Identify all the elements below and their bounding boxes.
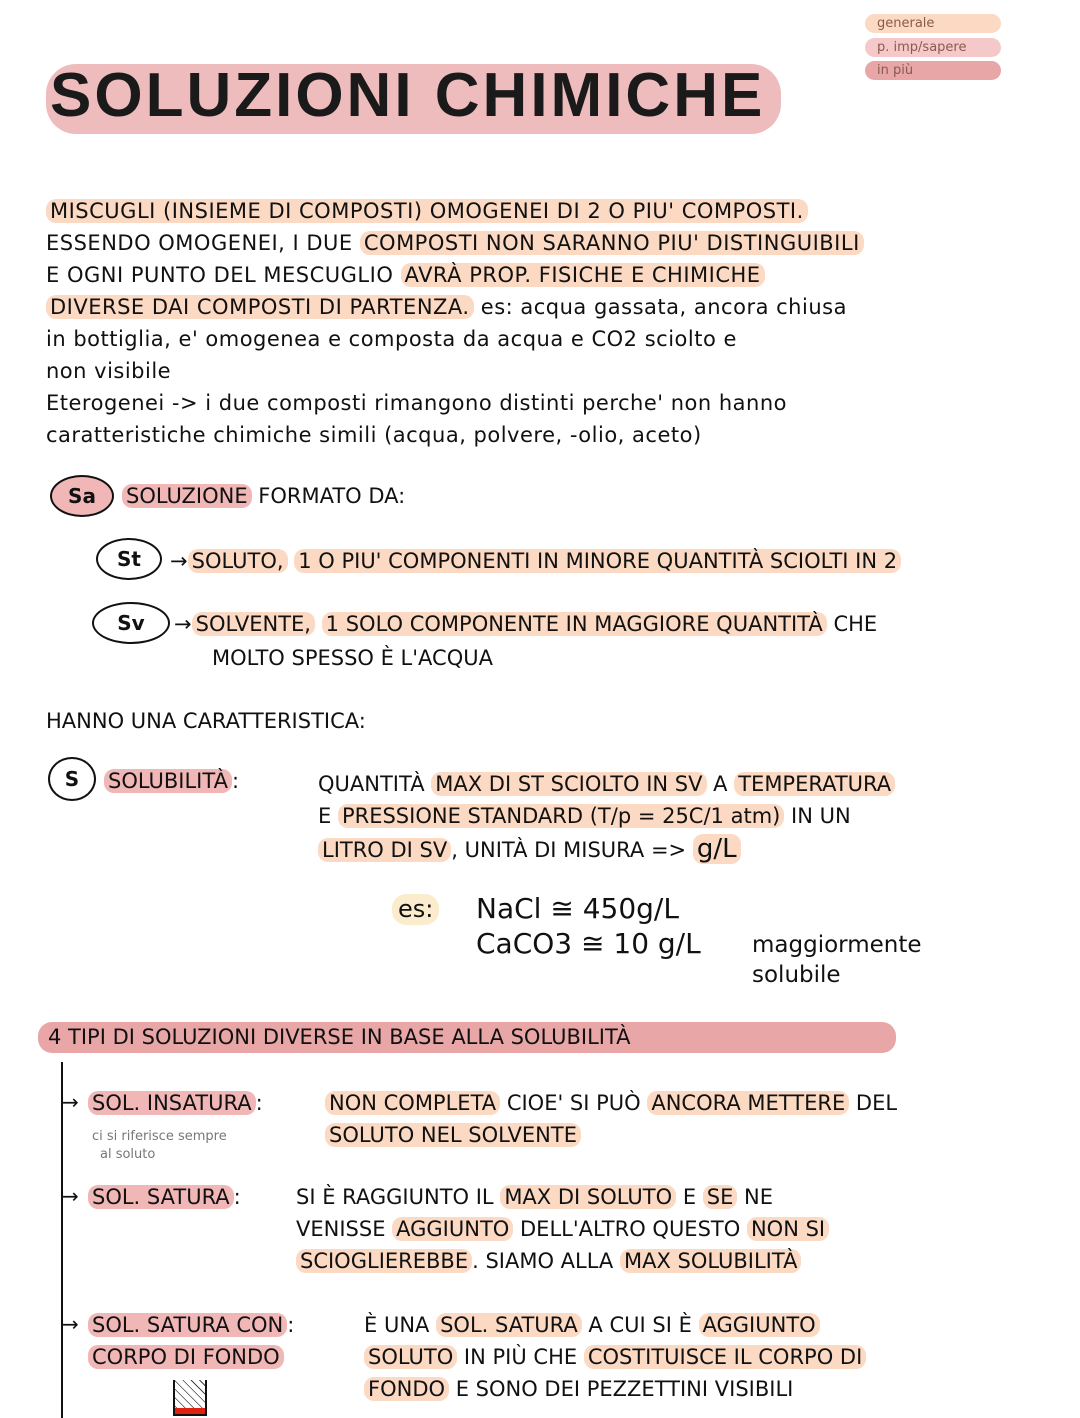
unsat-line-2: SOLUTO NEL SOLVENTE [325,1120,581,1151]
solubility-line-2: E PRESSIONE STANDARD (T/p = 25C/1 atm) IN UN [318,804,851,828]
sat-body-line-1: È UNA SOL. SATURA A CUI SI È AGGIUNTO [364,1310,820,1341]
sat-label: SOL. SATURA : [88,1182,241,1213]
solvent-row-2: MOLTO SPESSO È L'ACQUA [212,646,493,670]
arrow-icon: → [62,1184,79,1208]
example-note-2: solubile [752,962,841,988]
sat-body-line-3: FONDO E SONO DEI PEZZETTINI VISIBILI [364,1374,793,1405]
solubility-line-1: QUANTITÀ MAX DI ST SCIOLTO IN SV A TEMPERATURA [318,769,895,800]
unsat-note-2: al soluto [100,1147,156,1162]
sat-body-label-1: SOL. SATURA CON : [88,1310,294,1341]
solution-badge: Sa [50,475,114,517]
intro-line-3: E OGNI PUNTO DEL MESCUGLIO AVRÀ PROP. FISICHE E CHIMICHE [46,260,765,291]
intro-line-5: in bottiglia, e' omogenea e composta da acqua e CO2 sciolto e [46,327,737,351]
solute-row: → SOLUTO, 1 O PIU' COMPONENTI IN MINORE QUANTITÀ SCIOLTI IN 2 [170,546,901,577]
solubility-badge: S [48,757,96,801]
solute-badge: St [96,538,162,580]
solvent-badge: Sv [92,602,170,644]
intro-line-4: DIVERSE DAI COMPOSTI DI PARTENZA. es: acqua gassata, ancora chiusa [46,292,847,323]
sat-line-2: VENISSE AGGIUNTO DELL'ALTRO QUESTO NON SI [296,1214,829,1245]
example-line-1: NaCl ≅ 450g/L [476,892,679,925]
legend-important: p. imp/sapere [865,38,1001,57]
solubility-line-3: LITRO DI SV , UNITÀ DI MISURA => g/L [318,834,741,866]
solubility-label: SOLUBILITÀ : [104,766,239,797]
types-header: 4 TIPI DI SOLUZIONI DIVERSE IN BASE ALLA SOLUBILITÀ [38,1022,896,1053]
intro-line-1: MISCUGLI (INSIEME DI COMPOSTI) OMOGENEI DI 2 O PIU' COMPOSTI. [46,196,808,227]
intro-line-7: Eterogenei -> i due composti rimangono distinti perche' non hanno [46,391,788,415]
unsat-label: SOL. INSATURA : [88,1088,263,1119]
legend-general: generale [865,14,1001,33]
sat-body-line-2: SOLUTO IN PIÙ CHE COSTITUISCE IL CORPO DI [364,1342,866,1373]
unsat-note-1: ci si riferisce sempre [92,1129,227,1144]
legend-extra: in più [865,61,1001,80]
arrow-icon: → [62,1090,79,1114]
characteristic-heading: HANNO UNA CARATTERISTICA: [46,709,366,733]
tree-line [61,1062,63,1418]
example-label: es: [392,894,439,925]
sat-body-label-2: CORPO DI FONDO [88,1342,284,1373]
page-title: SOLUZIONI CHIMICHE [50,61,766,130]
beaker-sediment [175,1408,205,1414]
sat-line-3: SCIOGLIEREBBE . SIAMO ALLA MAX SOLUBILITÀ [296,1246,801,1277]
intro-line-6: non visibile [46,359,172,383]
arrow-icon: → [62,1312,79,1336]
intro-line-2: ESSENDO OMOGENEI, I DUE COMPOSTI NON SARANNO PIU' DISTINGUIBILI [46,228,864,259]
example-note-1: maggiormente [752,932,922,958]
unsat-line-1: NON COMPLETA CIOE' SI PUÒ ANCORA METTERE DEL [325,1088,897,1119]
solvent-row: → SOLVENTE, 1 SOLO COMPONENTE IN MAGGIORE QUANTITÀ CHE [174,612,878,636]
sat-line-1: SI È RAGGIUNTO IL MAX DI SOLUTO E SE NE [296,1185,774,1209]
intro-line-8: caratteristiche chimiche simili (acqua, polvere, -olio, aceto) [46,423,702,447]
solution-row: SOLUZIONE FORMATO DA: [122,481,405,512]
example-line-2: CaCO3 ≅ 10 g/L [476,927,701,960]
